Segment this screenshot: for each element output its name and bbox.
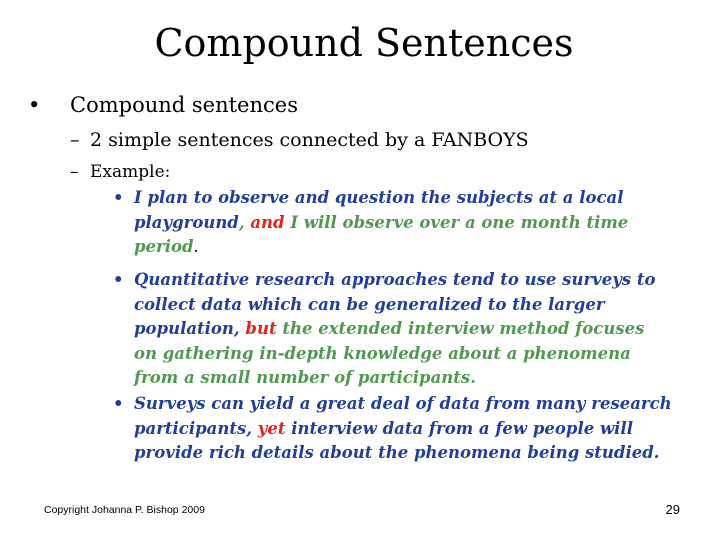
- sub-bullet-example: [70, 158, 700, 186]
- example-item-1: [113, 186, 673, 260]
- definition-text: 2 simple sentences connected by a FANBOYS: [90, 129, 529, 151]
- dash-marker: –: [70, 162, 79, 182]
- bullet-text: Compound sentences: [70, 93, 298, 117]
- slide-title: Compound Sentences: [154, 21, 574, 65]
- bullet-dot: •: [28, 93, 41, 117]
- conjunction-but: but: [245, 319, 277, 338]
- clause-a: I plan to observe and question the subjects at a local playground: [134, 188, 624, 232]
- conjunction-and: and: [250, 212, 285, 232]
- copyright-notice: Copyright Johanna P. Bishop 2009: [44, 504, 205, 516]
- comma: ,: [238, 212, 245, 232]
- conjunction-yet: yet: [257, 418, 286, 438]
- example-item-3: [113, 392, 673, 466]
- clause-a: Quantitative research approaches tend to use surveys to collect data which can be generalized to the larger population,: [134, 270, 656, 338]
- clause-b: I will observe over a one month time period: [134, 212, 629, 256]
- example-label: Example:: [90, 162, 171, 182]
- sub-bullet-definition: [70, 126, 700, 154]
- clause-b: interview data from a few people will provide rich details about the phenomena being studied.: [134, 418, 660, 462]
- period: .: [193, 237, 199, 256]
- page-number: 29: [665, 502, 680, 517]
- example-item-2: [113, 268, 673, 391]
- bullet-dot: •: [113, 394, 124, 413]
- clause-a: Surveys can yield a great deal of data from many research participants,: [134, 394, 672, 438]
- dash-marker: –: [70, 129, 80, 151]
- bullet-dot: •: [113, 270, 124, 289]
- bullet-compound-sentences: [28, 90, 708, 120]
- bullet-dot: •: [113, 188, 124, 207]
- clause-b: the extended interview method focuses on gathering in-depth knowledge about a phenomena from a small number of participants.: [134, 319, 645, 387]
